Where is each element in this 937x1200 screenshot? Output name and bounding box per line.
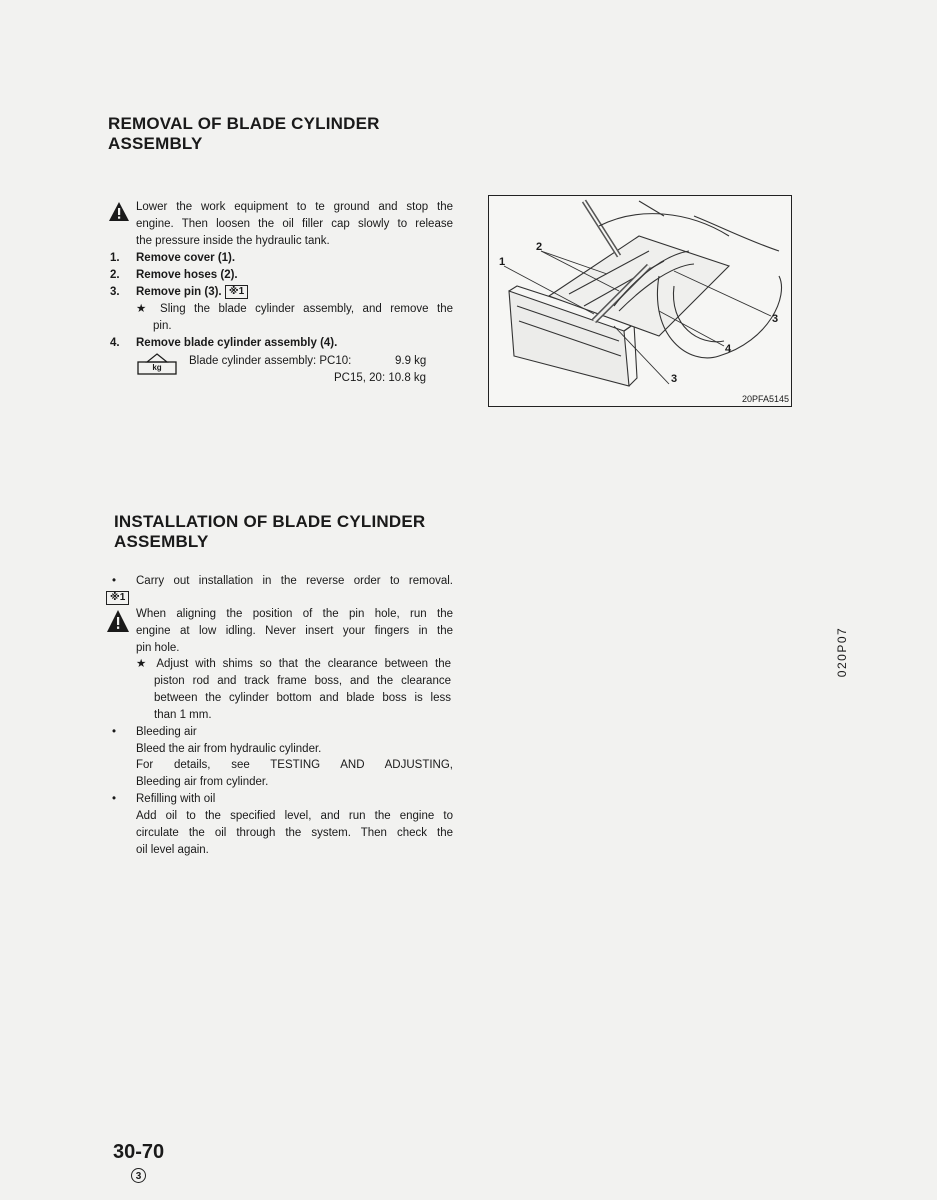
installation-warning-line: engine at low idling. Never insert your fingers in the bbox=[136, 625, 453, 637]
revision-mark bbox=[131, 1166, 146, 1184]
adjust-note-line: than 1 mm. bbox=[154, 709, 212, 721]
installation-title bbox=[114, 512, 425, 552]
revision-number: 3 bbox=[131, 1168, 146, 1183]
figure-code: 20PFA5145 bbox=[741, 394, 789, 404]
installation-warning-line: When aligning the position of the pin hole, run the bbox=[136, 608, 453, 620]
installation-ref bbox=[106, 590, 129, 607]
step-text-with-ref bbox=[136, 284, 248, 301]
removal-title-line-2: ASSEMBLY bbox=[108, 134, 203, 153]
weight-icon bbox=[137, 353, 177, 375]
sling-note-line: pin. bbox=[153, 320, 172, 332]
removal-warning-line: the pressure inside the hydraulic tank. bbox=[136, 235, 330, 247]
step-text: Remove pin (3). bbox=[136, 286, 222, 298]
step-text: Remove cover (1). bbox=[136, 252, 236, 264]
removal-title bbox=[108, 114, 380, 154]
bleeding-heading: Bleeding air bbox=[136, 726, 197, 738]
blade-cylinder-figure bbox=[488, 195, 792, 407]
step-number: 1. bbox=[110, 252, 120, 264]
adjust-note-line: between the cylinder bottom and blade boss is less bbox=[154, 692, 451, 704]
refilling-line: Add oil to the specified level, and run the engine to bbox=[136, 810, 453, 822]
warning-icon bbox=[105, 608, 131, 634]
weight-label: Blade cylinder assembly: PC10: bbox=[189, 355, 352, 367]
reference-mark: ※1 bbox=[225, 285, 248, 299]
refilling-heading: Refilling with oil bbox=[136, 793, 216, 805]
side-code: 020P07 bbox=[835, 626, 849, 678]
bleeding-line: Bleeding air from cylinder. bbox=[136, 776, 269, 788]
callout-3: 3 bbox=[671, 373, 678, 385]
installation-warning-line: pin hole. bbox=[136, 642, 180, 654]
step-number: 2. bbox=[110, 269, 120, 281]
bleeding-line: For details, see TESTING AND ADJUSTING, bbox=[136, 759, 453, 771]
bleeding-line: Bleed the air from hydraulic cylinder. bbox=[136, 743, 322, 755]
step-number: 4. bbox=[110, 337, 120, 349]
weight-value: PC15, 20: 10.8 kg bbox=[334, 372, 427, 384]
refilling-line: circulate the oil through the system. Then check the bbox=[136, 827, 453, 839]
callout-4: 4 bbox=[725, 343, 732, 355]
step-text: Remove blade cylinder assembly (4). bbox=[136, 337, 338, 349]
installation-title-line-1: INSTALLATION OF BLADE CYLINDER bbox=[114, 512, 426, 531]
adjust-note-line: piston rod and track frame boss, and the clearance bbox=[154, 675, 451, 687]
bullet: • bbox=[112, 793, 117, 805]
reference-mark: ※1 bbox=[106, 591, 129, 605]
step-number: 3. bbox=[110, 286, 120, 298]
installation-title-line-2: ASSEMBLY bbox=[114, 532, 209, 551]
step-text: Remove hoses (2). bbox=[136, 269, 238, 281]
removal-warning-line: engine. Then loosen the oil filler cap slowly to release bbox=[136, 218, 453, 230]
removal-warning-line: Lower the work equipment to te ground and stop the bbox=[136, 201, 453, 213]
bullet: • bbox=[112, 726, 117, 738]
installation-bullet-1: Carry out installation in the reverse order to removal. bbox=[136, 575, 453, 587]
adjust-note-line: ★ Adjust with shims so that the clearance between the bbox=[136, 658, 451, 670]
blade-cylinder-illustration bbox=[489, 196, 790, 405]
callout-3: 3 bbox=[772, 313, 779, 325]
sling-note-line: ★ Sling the blade cylinder assembly, and remove the bbox=[136, 303, 453, 315]
warning-icon bbox=[107, 200, 131, 224]
removal-title-line-1: REMOVAL OF BLADE CYLINDER bbox=[108, 114, 380, 133]
refilling-line: oil level again. bbox=[136, 844, 209, 856]
callout-1: 1 bbox=[499, 256, 506, 268]
page-number: 30-70 bbox=[113, 1141, 165, 1163]
weight-value: 9.9 kg bbox=[395, 355, 427, 367]
weight-icon-label: kg bbox=[152, 363, 162, 372]
callout-2: 2 bbox=[536, 241, 543, 253]
bullet: • bbox=[112, 575, 117, 587]
